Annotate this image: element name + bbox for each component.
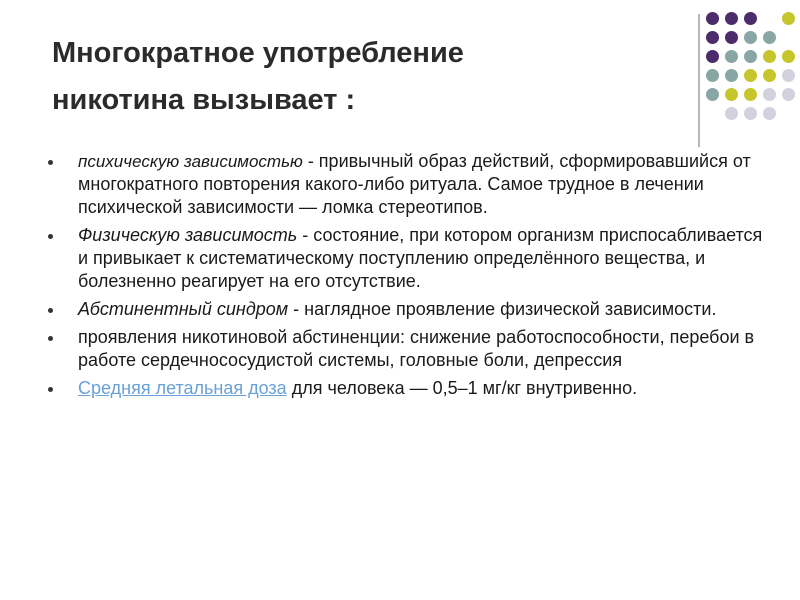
decor-dot [763, 50, 776, 63]
lethal-dose-link[interactable]: Средняя летальная доза [78, 378, 287, 398]
title-line-2: никотина вызывает : [52, 84, 356, 116]
decor-dot [725, 31, 738, 44]
decor-dot [725, 107, 738, 120]
bullet-text: - состояние, при котором организм приспосабливается и привыкает к систематическому поступлению определённого вещества, и болезненно реагирует на его отсутствие. [78, 225, 763, 291]
decor-dot [725, 12, 738, 25]
bullet-dot-icon [48, 308, 53, 313]
decor-dot [706, 12, 719, 25]
decor-dot [725, 88, 738, 101]
bullet-text: проявления никотиновой абстиненции: снижение работоспособности, перебои в работе сердечнососудистой системы, головные боли, депрессия [78, 327, 755, 370]
bullet-dot-icon [48, 160, 53, 165]
slide-title [52, 30, 672, 124]
decor-dot [782, 69, 795, 82]
bullet-dot-icon [48, 387, 53, 392]
bullet-list [48, 150, 768, 405]
decor-dot [706, 88, 719, 101]
term-psychological-dependence: психическую зависимостью [78, 152, 303, 171]
decor-dot [763, 88, 776, 101]
bullet-text: - привычный образ действий, сформировавшийся от многократного повторения какого-либо ритуала. Самое трудное в лечении психической зависимости — ломка стереотипов. [78, 151, 751, 217]
bullet-dot-icon [48, 234, 53, 239]
decor-dot [744, 107, 757, 120]
bullet-text: для человека — 0,5–1 мг/кг внутривенно. [286, 378, 638, 398]
decor-dot [782, 88, 795, 101]
vertical-divider-line [698, 14, 700, 147]
decor-dot [744, 12, 757, 25]
bullet-withdrawal-manifestations [48, 326, 768, 372]
decor-dot [706, 31, 719, 44]
decor-dot [744, 69, 757, 82]
decor-dot [706, 50, 719, 63]
decor-dot [763, 107, 776, 120]
decor-dot [744, 88, 757, 101]
decor-dot [782, 50, 795, 63]
decor-dot [744, 31, 757, 44]
term-physical-dependence: Физическую зависимость [78, 225, 298, 245]
bullet-dot-icon [48, 336, 53, 341]
bullet-lethal-dose [48, 377, 768, 400]
decor-dot [782, 12, 795, 25]
title-line-1: Многократное употребление [52, 37, 464, 69]
decor-dot [763, 31, 776, 44]
decor-dot [706, 69, 719, 82]
bullet-psychological-dependence [48, 150, 768, 219]
bullet-withdrawal-syndrome [48, 298, 768, 321]
term-withdrawal-syndrome: Абстинентный синдром [78, 299, 289, 319]
bullet-text: - наглядное проявление физической зависимости. [288, 299, 717, 319]
bullet-physical-dependence [48, 224, 768, 293]
decor-dot [725, 69, 738, 82]
decor-dot [744, 50, 757, 63]
decor-dot [725, 50, 738, 63]
decor-dot [763, 69, 776, 82]
